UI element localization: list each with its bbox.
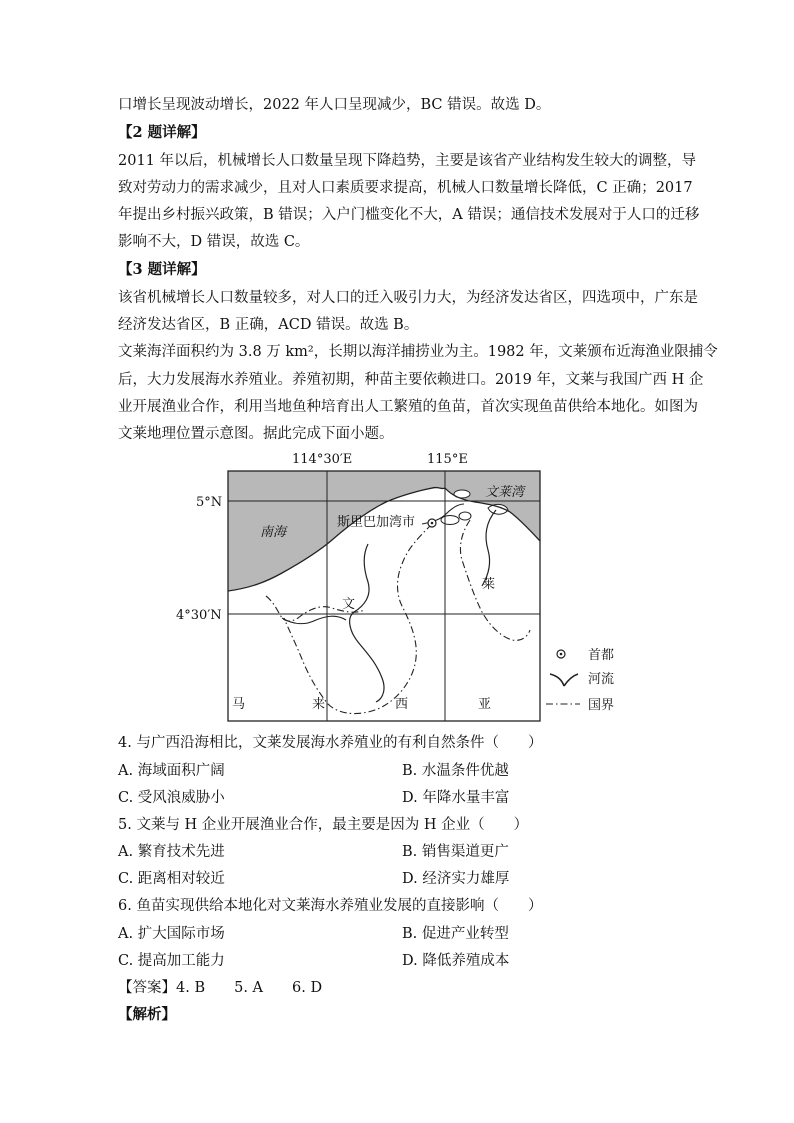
section-heading: 【3 题详解】 bbox=[118, 261, 206, 278]
option-a: A. 海域面积广阔 bbox=[118, 763, 225, 779]
option-a: A. 扩大国际市场 bbox=[118, 926, 225, 942]
option-c: C. 距离相对较近 bbox=[118, 871, 225, 887]
brunei-location-map bbox=[170, 446, 630, 726]
longitude-label: 115°E bbox=[427, 452, 468, 467]
answer-line: 【答案】4. B 5. A 6. D bbox=[118, 980, 323, 996]
legend-label: 首都 bbox=[588, 648, 615, 663]
option-b: B. 促进产业转型 bbox=[402, 926, 509, 942]
option-d: D. 年降水量丰富 bbox=[402, 790, 510, 806]
analysis-heading: 【解析】 bbox=[118, 1006, 176, 1023]
paragraph-line: 2011 年以后，机械增长人口数量呈现下降趋势，主要是该省产业结构发生较大的调整，导 bbox=[118, 153, 697, 169]
legend-label: 国界 bbox=[588, 698, 615, 713]
malaysia-label: 西 bbox=[395, 697, 409, 712]
river bbox=[482, 510, 496, 586]
south-china-sea-label: 南海 bbox=[260, 525, 287, 540]
longitude-label: 114°30′E bbox=[292, 452, 353, 467]
capital-symbol-dot bbox=[560, 653, 563, 656]
paragraph-line: 口增长呈现波动增长，2022 年人口呈现减少，BC 错误。故选 D。 bbox=[118, 97, 551, 113]
question-stem: 4. 与广西沿海相比，文莱发展海水养殖业的有利自然条件（ ） bbox=[118, 735, 543, 751]
malaysia-label: 来 bbox=[312, 697, 326, 712]
paragraph-line: 后，大力发展海水养殖业。养殖初期，种苗主要依赖进口。2019 年，文莱与我国广西 H 企 bbox=[118, 372, 704, 388]
option-a: A. 繁育技术先进 bbox=[118, 844, 225, 860]
latitude-label: 4°30′N bbox=[176, 608, 222, 623]
question-stem: 5. 文莱与 H 企业开展渔业合作，最主要是因为 H 企业（ ） bbox=[118, 817, 529, 833]
country-label: 文 bbox=[342, 597, 356, 612]
paragraph-line: 经济发达省区，B 正确，ACD 错误。故选 B。 bbox=[118, 317, 419, 333]
legend-label: 河流 bbox=[588, 672, 615, 687]
malaysia-label: 马 bbox=[232, 697, 246, 712]
capital-label: 斯里巴加湾市 bbox=[337, 515, 416, 530]
brunei-bay-label: 文莱湾 bbox=[485, 485, 525, 500]
section-heading: 【2 题详解】 bbox=[118, 124, 206, 141]
option-c: C. 受风浪威胁小 bbox=[118, 790, 225, 806]
river bbox=[350, 544, 384, 702]
country-label: 莱 bbox=[482, 577, 496, 592]
river bbox=[282, 616, 346, 623]
option-d: D. 经济实力雄厚 bbox=[402, 871, 510, 887]
bay-island bbox=[459, 512, 471, 520]
paragraph-line: 该省机械增长人口数量较多，对人口的迁入吸引力大，为经济发达省区，四选项中，广东是 bbox=[118, 290, 698, 306]
paragraph-line: 年提出乡村振兴政策，B 错误；入户门槛变化不大，A 错误；通信技术发展对于人口的迁移 bbox=[118, 207, 700, 223]
paragraph-line: 文莱海洋面积约为 3.8 万 km²，长期以海洋捕捞业为主。1982 年，文莱颁布近海渔业限捕令 bbox=[118, 344, 718, 360]
option-b: B. 水温条件优越 bbox=[402, 763, 509, 779]
national-border bbox=[460, 520, 530, 640]
capital-marker-dot bbox=[431, 522, 434, 525]
paragraph-line: 致对劳动力的需求减少，且对人口素质要求提高，机械人口数量增长降低，C 正确；2017 bbox=[118, 180, 693, 196]
option-c: C. 提高加工能力 bbox=[118, 953, 225, 969]
option-d: D. 降低养殖成本 bbox=[402, 953, 510, 969]
paragraph-line: 业开展渔业合作，利用当地鱼种培育出人工繁殖的鱼苗，首次实现鱼苗供给本地化。如图为 bbox=[118, 399, 698, 415]
river-symbol-icon bbox=[550, 674, 578, 686]
question-stem: 6. 鱼苗实现供给本地化对文莱海水养殖业发展的直接影响（ ） bbox=[118, 898, 543, 914]
bay-island bbox=[441, 516, 459, 525]
malaysia-label: 亚 bbox=[478, 697, 492, 712]
latitude-label: 5°N bbox=[196, 495, 223, 510]
paragraph-line: 文莱地理位置示意图。据此完成下面小题。 bbox=[118, 426, 394, 442]
paragraph-line: 影响不大，D 错误，故选 C。 bbox=[118, 234, 310, 250]
option-b: B. 销售渠道更广 bbox=[402, 844, 509, 860]
